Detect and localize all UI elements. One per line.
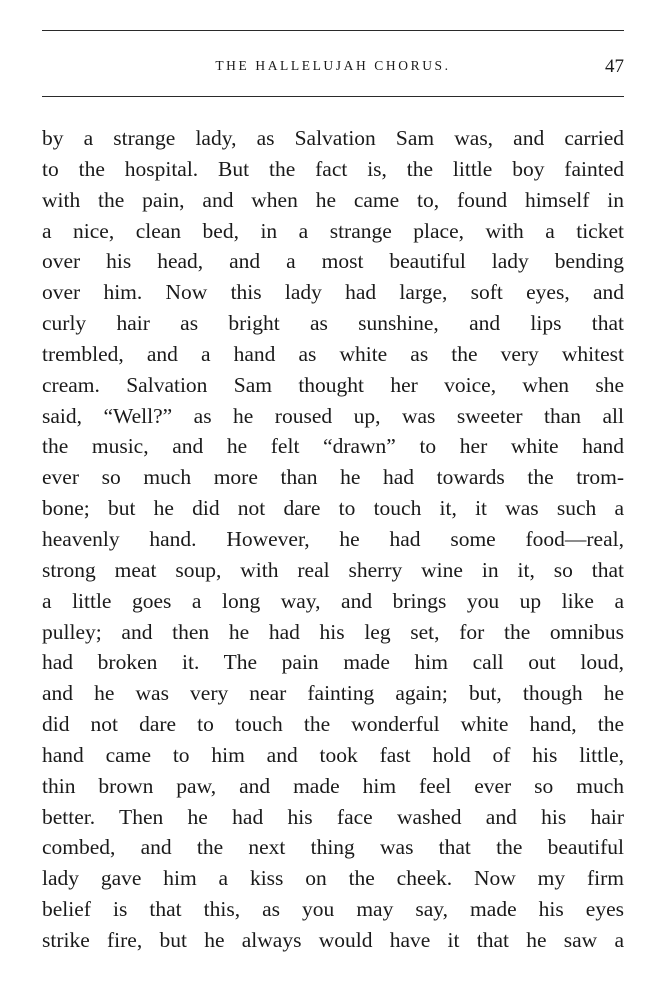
text-line: with the pain, and when he came to, found himself in: [42, 187, 624, 212]
text-line: lady gave him a kiss on the cheek. Now my firm: [42, 866, 624, 891]
text-line: belief is that this, as you may say, made his eyes: [42, 897, 624, 922]
text-line: did not dare to touch the wonderful white hand, the: [42, 712, 624, 737]
text-line: a nice, clean bed, in a strange place, with a ticket: [42, 218, 624, 243]
text-line: over his head, and a most beautiful lady bending: [42, 249, 624, 274]
text-line: better. Then he had his face washed and his hair: [42, 804, 624, 829]
text-line: strong meat soup, with real sherry wine in it, so that: [42, 557, 624, 582]
text-line: combed, and the next thing was that the beautiful: [42, 835, 624, 860]
text-line: curly hair as bright as sunshine, and lips that: [42, 311, 624, 336]
header-rule: [42, 96, 624, 97]
text-line: heavenly hand. However, he had some food—real,: [42, 526, 624, 551]
text-line: trembled, and a hand as white as the very whitest: [42, 341, 624, 366]
running-title: THE HALLELUJAH CHORUS.: [215, 58, 451, 73]
text-line: a little goes a long way, and brings you up like a: [42, 588, 624, 613]
top-rule: [42, 30, 624, 31]
body-text: [42, 123, 624, 956]
text-line: cream. Salvation Sam thought her voice, when she: [42, 372, 624, 397]
text-line: to the hospital. But the fact is, the little boy fainted: [42, 156, 624, 181]
text-line: bone; but he did not dare to touch it, it was such a: [42, 496, 624, 521]
text-line: the music, and he felt “drawn” to her white hand: [42, 434, 624, 459]
text-line: thin brown paw, and made him feel ever so much: [42, 773, 624, 798]
text-line: and he was very near fainting again; but, though he: [42, 681, 624, 706]
text-line: strike fire, but he always would have it that he saw a: [42, 927, 624, 952]
page-number: 47: [605, 56, 624, 77]
text-line: had broken it. The pain made him call out loud,: [42, 650, 624, 675]
text-line: by a strange lady, as Salvation Sam was, and carried: [42, 126, 624, 150]
running-head: [42, 56, 624, 80]
text-line: said, “Well?” as he roused up, was sweeter than all: [42, 403, 624, 428]
text-line: pulley; and then he had his leg set, for the omnibus: [42, 619, 624, 644]
text-line: hand came to him and took fast hold of his little,: [42, 742, 624, 767]
text-line: ever so much more than he had towards the trom-: [42, 465, 624, 490]
text-line: over him. Now this lady had large, soft eyes, and: [42, 280, 624, 305]
